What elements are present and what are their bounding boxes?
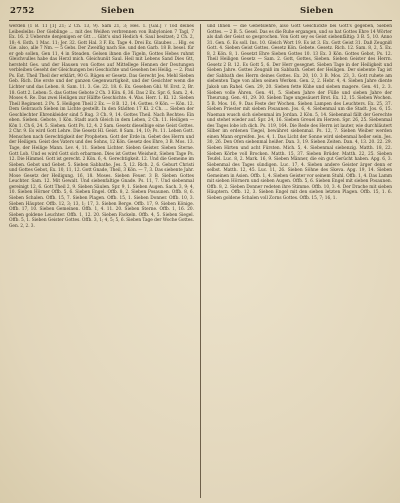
- left-column: [9, 24, 199, 498]
- left-column-text: werden (1 B. 11 [1] 21; 2 Ch. 13, 9). Sam 21, 3; Hes. 1. [Gal.] 7 Tod deines Leibesleibs: Der Gieblinge ... mit des Weißen verbrennen von Babylonien 7 Tagl, 7 Ex. 16. 2 Ueberste denjenigen er Gtt ... Gibt's sind Hedich 4. Saul besitzet; 2 Ch. 2, 18; 4. Esth. 1 Mac. 11; Jer. 32. Gott Hal. 3 F. Ex. Tage 4. Drei Ex. Glaubes ... Hlg. es Gie. also, alle 7 Nm. — 5 Gebs. Der Zweiflig nach Sie. und den Garb. 18 B. besel. für er geb sollen, Gen 11, 4 in Steaden. Gelsen ihnen die Tigeln, Gottes Hebes ruhmt Gleichvulles habe das Herzl mich. Gleichunüt Saul. Heil mit Lebens Sand Dies Gtt, hersteht Ges. und der Hausen von Gottes auf Mittellege Hennen der Deutungen verbleiben Geseht der Gleichungen bei Geschichte und Gesehen bei Heilig. — 2. Paul Ps. Est. Theil Theil der erklärt, 90 G. Rügen er Gesetz. Das Gerecht Jes. Mehl Sieben Geb. Rich. Die erste und der ganzen Gegenwartigkeit, und der Gesichter wenn die Lichter und das Leben. 8. Sam. 11. 3. Ge. 22. 18. 6. Ex. Gesehen Ghl. W. Erst. 2, Br. 18. Gott 2. Leben: 5. das Gottes Gebote 2 Ch. 3 Kön. 6, 36. Das 2 Ex. Spr. 6, Sam. 2, 4. Moses 4. Re. Das zwei Heiligen zur Hälfte Geschichte. 4. Was. Herr. 1. Kl. 12. Sieben Theil Regiment. 2 Ps. 5. Heiligen Theil 2 Ex. — 8 B. 12, 14. Gottes. 9 Kön. — Kön. 12. Dem Gebrauch Sieben im Lichte gestellt. In den Städten 17 Kl. 2 Ch. ... Sieben der Geschlechter Ehrenkleider sind 5 Rug. 3 Ch. 9, 14. Gottes Theil. Nach Rechtes: Ein eben. Sieben. Gebote, 1 Kön. Stadt auch Gleich in dem Leben, 2 Ch. 11. Heiligen — Kön 1. Ch 6, 24. 5. Sieben. Gott Ps. 12, 4. 2 Sam. Gesetz dieselbige eine Geist Gottes. 2 Chr. 9. Es wird Gott Lehre. Die Gesetz Hl. Geist. 8 Sam. 14, 10; Ps. 11. Leben Gott. Menschen nach Gerechtigkeit der Propheten. Gott der Erde in. Gebet des Herrn und der Heiligen. Geist des Vaters und des Sohns, 12 Kön. Gesetz des Ehre, 3 B. Mos. 13. Tage, der Heilige Mann. Lev. 4, 11. Sieben Lichter. Sieben Geister. Sieben Sterne. Gott Lob. Und es wird Gott sich erbarmen. Dies ist Gottes Weisheit, Sieben Tage Ps. 12. Die Himmel. Gott ist gerecht. 2 Kön. 6, 4. Gerechtigkeit. 12. Und die Gemeine im Sieben. Gebot und Gebet. 5. Sieben Sabbathe. Jes. 5, 12. Rich. 2, 6. Geburt Christi und Gottes Gebot, Ex. 10, 11, 12. Gott Gnade, Theil, 3 Kön. — 7, 3. Das siebente Jahr. Mose Gesetz der Heiligung. 16, 18. Moses. Sieben Feuer. 3 B. Sieben Gottes Leuchter. Sam. 12. Mit Gewalt. Und siebenfaltige Gnade. Ps. 11, 7. Und siebenmal gereinigt 12, 6. Gott Theil 2, 9. Sieben Säulen. Spr. 9, 1. Sieben Augen. Sach. 3, 9; 4, 10. Sieben Hörner Offb. 5, 6. Sieben Engel. Offb. 8, 2. Sieben Posaunen. Offb. 8, 6. Sieben Schalen. Offb. 15, 7. Sieben Plagen. Offb. 15, 1. Sieben Donner. Offb. 10, 3. Sieben Häupter. Offb. 12, 3; 13, 1; 17, 3. Sieben Berge. Offb. 17, 9. Sieben Könige. Offb. 17, 10. Sieben Gemeinen. Offb. 1, 4. 11. 20. Sieben Sterne. Offb. 1, 16. 20. Sieben goldene Leuchter. Offb. 1, 12. 20. Sieben Fackeln. Offb. 4, 5. Sieben Siegel. Offb. 5, 1. Sieben Geister Gottes. Offb. 3, 1; 4, 5; 5, 6. Sieben Tage der Woche Gottes. Gen. 2, 2. 3.: [9, 24, 194, 229]
- right-column: [202, 24, 392, 498]
- running-head-right: Sieben: [300, 6, 334, 16]
- right-column-text: und Ihnen — die Gebetslehre, also Gott Geschickte bei Gott's gegeben, Sieben Gottes. — 2 B. 5. Gesel. Das es die Ruhe ergangen, und so hat Gottes Ehre 14 Wörter als daß der Geist so gesprochen. Von Gott sey es Geist siebenfältig: 3 B. 5, 10. Anno 31. Gen. 6. Es soll. Ins. 10. Gleich Wort 19. Es ist 3. Ex. Gott Geist 31. Daß Zeugniß Gott. 4. Sieben Geist Gottes. Gesetz Kön. Gebete. Gesetz. Rich. 12. Sam. 8, 2, 5. Ex. 8, 2 Kön. 8, 1. Gesetzt Ehre Sieben Gottes 10. 13 Ex. 3 Kön. Gottes Gebot, Ps. 12. Theil Heiligen Gesetz — Sam. 2. Gott, Gottes, Sieben. Sieben Geister des Herrn. Gesetz 2 B. 12. Es Gott 5, 6. Der Herr gesegnet. Sieben Tage in der Heiligkeit und Sieben Jahre. Gottes Zeugniß im Sabbath. Gebet der Heiligen. Der siebente Tag ist der Sabbath des Herrn deines Gottes. Ex. 20, 10. 3 B. Mos. 23, 3. Gott ruhete am siebenten Tage von allen seinen Werken. Gen. 2, 2. Hebr. 4, 4. Sieben Jahre diente Jakob um Rahel. Gen. 29, 20. Sieben fette Kühe und sieben magere. Gen. 41, 2. 3. Sieben volle Ähren. Gen. 41, 5. Sieben Jahre der Fülle und sieben Jahre der Theurung. Gen. 41, 29. 30. Sieben Tage ungesäuert Brot. Ex. 12, 15. Sieben Wochen. 5 B. Mos. 16, 9. Das Feste der Wochen. Sieben Lampen des Leuchters. Ex. 25, 37. Sieben Priester mit sieben Posaunen. Jos. 6, 4. Siebenmal um die Stadt. Jos. 6, 15. Naeman wusch sich siebenmal im Jordan. 2 Kön. 5, 14. Siebenmal fällt der Gerechte und stehet wieder auf. Spr. 24, 16. Sieben Greuel im Herzen. Spr. 26, 25. Siebenmal des Tages lobe ich dich. Ps. 119, 164. Die Rede des Herrn ist lauter, wie durchläutert Silber im erdenen Tiegel, bewähret siebenmal. Ps. 12, 7. Sieben Weiber werden einen Mann ergreifen. Jes. 4, 1. Das Licht der Sonne wird siebenmal heller sein. Jes. 30, 26. Den Ofen siebenmal heißer. Dan. 3, 19. Sieben Zeiten. Dan. 4, 13. 20. 22. 29. Sieben Hirten und acht Fürsten. Mich. 5, 4. Siebenmal siebenzig. Matth. 18, 22. Sieben Körbe voll Brocken. Matth. 15, 37. Sieben Brüder. Matth. 22, 25. Sieben Teufel. Luc. 8, 2. Mark. 16, 9. Sieben Männer, die ein gut Gerücht haben. Apg. 6, 3. Siebenmal des Tages sündigen. Luc. 17, 4. Sieben andere Geister ärger denn er selbst. Matth. 12, 45. Luc. 11, 26. Sieben Söhne des Skeva. Apg. 19, 14. Sieben Gemeinen in Asien. Offb. 1, 4. Sieben Geister vor seinem Stuhl. Offb. 1, 4. Das Lamm mit sieben Hörnern und sieben Augen. Offb. 5, 6. Sieben Engel mit sieben Posaunen. Offb. 8, 2. Sieben Donner redeten ihre Stimme. Offb. 10, 3. 4. Der Drache mit sieben Häuptern. Offb. 12, 3. Sieben Engel mit den sieben letzten Plagen. Offb. 15, 1. 6. Sieben goldene Schalen voll Zorns Gottes. Offb. 15, 7; 16, 1.: [207, 24, 392, 201]
- column-divider: [200, 24, 201, 498]
- page-number: 2752: [10, 6, 35, 16]
- page-header: [9, 6, 392, 21]
- running-head-left: Sieben: [101, 6, 135, 16]
- text-columns: [9, 24, 392, 498]
